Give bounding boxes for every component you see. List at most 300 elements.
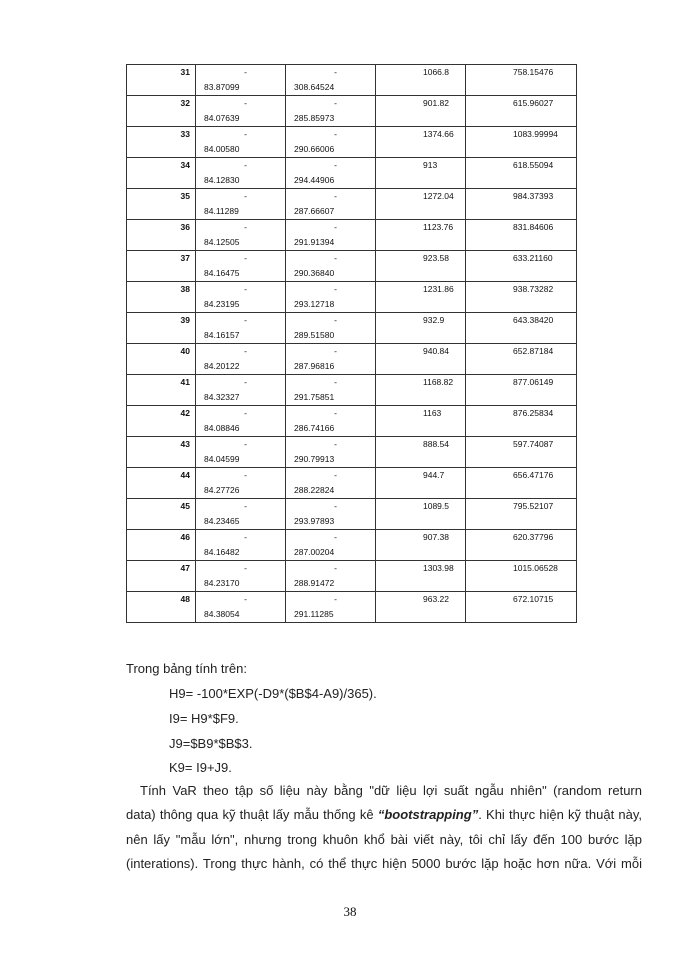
col-b-cell-bottom: 84.38054 bbox=[204, 609, 240, 619]
col-d-cell-bottom bbox=[376, 576, 465, 591]
row-number-cell-top: 43 bbox=[180, 439, 190, 449]
col-d-cell bbox=[376, 313, 466, 344]
col-e-cell bbox=[466, 499, 577, 530]
formula-j9: J9=$B9*$B$3. bbox=[169, 736, 253, 751]
col-d-cell-bottom bbox=[376, 514, 465, 529]
col-e-cell-bottom bbox=[466, 111, 576, 126]
col-d-cell-bottom bbox=[376, 483, 465, 498]
col-b-cell-top: - bbox=[244, 284, 247, 294]
col-b-cell-top: - bbox=[244, 222, 247, 232]
col-c-cell-bottom: 290.66006 bbox=[294, 144, 335, 154]
col-c-cell-bottom: 291.91394 bbox=[294, 237, 335, 247]
col-e-cell-top: 1015.06528 bbox=[513, 563, 558, 573]
row-number-cell-bottom bbox=[127, 111, 195, 126]
col-e-cell-bottom bbox=[466, 390, 576, 405]
table-row bbox=[127, 561, 577, 592]
table-row bbox=[127, 313, 577, 344]
data-table bbox=[126, 64, 577, 623]
col-b-cell-bottom: 84.12830 bbox=[204, 175, 240, 185]
col-e-cell-top: 620.37796 bbox=[513, 532, 554, 542]
col-c-cell bbox=[286, 313, 376, 344]
col-c-cell bbox=[286, 592, 376, 623]
row-number-cell-top: 40 bbox=[180, 346, 190, 356]
col-d-cell-top: 1231.86 bbox=[423, 284, 454, 294]
col-e-cell-bottom bbox=[466, 607, 576, 622]
table-row bbox=[127, 592, 577, 623]
col-c-cell bbox=[286, 468, 376, 499]
col-c-cell-bottom: 286.74166 bbox=[294, 423, 335, 433]
col-c-cell bbox=[286, 282, 376, 313]
col-b-cell-top: - bbox=[244, 501, 247, 511]
col-d-cell-top: 913 bbox=[423, 160, 438, 170]
col-b-cell bbox=[196, 344, 286, 375]
col-d-cell-bottom bbox=[376, 328, 465, 343]
col-c-cell-bottom: 287.96816 bbox=[294, 361, 335, 371]
bootstrapping-emphasis: “bootstrapping” bbox=[377, 807, 479, 822]
col-b-cell-bottom: 84.08846 bbox=[204, 423, 240, 433]
col-d-cell bbox=[376, 220, 466, 251]
col-b-cell-bottom: 84.00580 bbox=[204, 144, 240, 154]
row-number-cell bbox=[127, 344, 196, 375]
paragraph-line-2 bbox=[126, 807, 642, 822]
col-c-cell-bottom: 293.97893 bbox=[294, 516, 335, 526]
col-c-cell bbox=[286, 65, 376, 96]
col-e-cell-bottom bbox=[466, 359, 576, 374]
row-number-cell-bottom bbox=[127, 142, 195, 157]
row-number-cell bbox=[127, 220, 196, 251]
col-b-cell-top: - bbox=[244, 346, 247, 356]
col-e-cell bbox=[466, 592, 577, 623]
col-e-cell-bottom bbox=[466, 80, 576, 95]
col-c-cell bbox=[286, 251, 376, 282]
col-c-cell bbox=[286, 530, 376, 561]
col-d-cell-bottom bbox=[376, 266, 465, 281]
col-c-cell-bottom: 287.66607 bbox=[294, 206, 335, 216]
col-e-cell bbox=[466, 127, 577, 158]
col-c-cell-bottom: 285.85973 bbox=[294, 113, 335, 123]
row-number-cell-bottom bbox=[127, 359, 195, 374]
row-number-cell-top: 35 bbox=[180, 191, 190, 201]
col-e-cell bbox=[466, 158, 577, 189]
col-c-cell-top: - bbox=[334, 222, 337, 232]
col-d-cell-bottom bbox=[376, 204, 465, 219]
col-e-cell-top: 877.06149 bbox=[513, 377, 554, 387]
table-row bbox=[127, 282, 577, 313]
col-c-cell-bottom: 308.64524 bbox=[294, 82, 335, 92]
col-c-cell-bottom: 289.51580 bbox=[294, 330, 335, 340]
col-c-cell-top: - bbox=[334, 98, 337, 108]
col-b-cell-bottom: 84.16482 bbox=[204, 547, 240, 557]
col-e-cell-top: 643.38420 bbox=[513, 315, 554, 325]
col-e-cell-top: 633.21160 bbox=[513, 253, 553, 263]
col-e-cell-top: 1083.99994 bbox=[513, 129, 558, 139]
col-d-cell-top: 1272.04 bbox=[423, 191, 454, 201]
row-number-cell-top: 45 bbox=[180, 501, 190, 511]
table-row bbox=[127, 189, 577, 220]
col-d-cell-bottom bbox=[376, 452, 465, 467]
col-c-cell-bottom: 293.12718 bbox=[294, 299, 335, 309]
col-d-cell bbox=[376, 251, 466, 282]
col-b-cell-bottom: 83.87099 bbox=[204, 82, 240, 92]
col-b-cell bbox=[196, 406, 286, 437]
row-number-cell-bottom bbox=[127, 421, 195, 436]
col-c-cell-top: - bbox=[334, 191, 337, 201]
row-number-cell-bottom bbox=[127, 204, 195, 219]
col-c-cell-top: - bbox=[334, 470, 337, 480]
row-number-cell bbox=[127, 96, 196, 127]
col-b-cell bbox=[196, 437, 286, 468]
col-e-cell-top: 672.10715 bbox=[513, 594, 554, 604]
col-c-cell-top: - bbox=[334, 439, 337, 449]
paragraph-line-4: (interations). Trong thực hành, có thể thực hiện 5000 bước lặp hoặc hơn nữa. Với mỗi bbox=[126, 856, 642, 871]
col-d-cell bbox=[376, 127, 466, 158]
col-d-cell-bottom bbox=[376, 142, 465, 157]
col-b-cell bbox=[196, 127, 286, 158]
col-e-cell bbox=[466, 251, 577, 282]
row-number-cell-bottom bbox=[127, 576, 195, 591]
formula-h9: H9= -100*EXP(-D9*($B$4-A9)/365). bbox=[169, 686, 377, 701]
col-c-cell-top: - bbox=[334, 346, 337, 356]
col-b-cell-top: - bbox=[244, 253, 247, 263]
col-d-cell-top: 901.82 bbox=[423, 98, 449, 108]
col-b-cell-bottom: 84.07639 bbox=[204, 113, 240, 123]
row-number-cell-bottom bbox=[127, 328, 195, 343]
col-b-cell-bottom: 84.27726 bbox=[204, 485, 240, 495]
paragraph-line-1: Tính VaR theo tập số liệu này bằng "dữ liệu lợi suất ngẫu nhiên" (random return bbox=[140, 783, 642, 798]
row-number-cell-top: 32 bbox=[180, 98, 190, 108]
row-number-cell-top: 47 bbox=[180, 563, 190, 573]
col-e-cell bbox=[466, 561, 577, 592]
col-b-cell bbox=[196, 158, 286, 189]
row-number-cell bbox=[127, 375, 196, 406]
col-c-cell bbox=[286, 406, 376, 437]
col-b-cell-top: - bbox=[244, 67, 247, 77]
col-e-cell bbox=[466, 65, 577, 96]
col-d-cell bbox=[376, 344, 466, 375]
row-number-cell-bottom bbox=[127, 514, 195, 529]
col-d-cell-bottom bbox=[376, 607, 465, 622]
col-e-cell bbox=[466, 530, 577, 561]
row-number-cell-bottom bbox=[127, 235, 195, 250]
col-b-cell-top: - bbox=[244, 191, 247, 201]
col-e-cell-top: 795.52107 bbox=[513, 501, 554, 511]
col-b-cell bbox=[196, 220, 286, 251]
table-row bbox=[127, 375, 577, 406]
table-row bbox=[127, 468, 577, 499]
table-row bbox=[127, 499, 577, 530]
col-c-cell-top: - bbox=[334, 160, 337, 170]
row-number-cell-bottom bbox=[127, 607, 195, 622]
col-e-cell-bottom bbox=[466, 545, 576, 560]
col-d-cell-top: 923.58 bbox=[423, 253, 449, 263]
row-number-cell-top: 44 bbox=[180, 470, 190, 480]
col-e-cell-bottom bbox=[466, 421, 576, 436]
table-row bbox=[127, 65, 577, 96]
col-b-cell bbox=[196, 468, 286, 499]
col-c-cell-top: - bbox=[334, 253, 337, 263]
col-e-cell-top: 984.37393 bbox=[513, 191, 554, 201]
row-number-cell bbox=[127, 592, 196, 623]
formula-i9: I9= H9*$F9. bbox=[169, 711, 239, 726]
col-b-cell bbox=[196, 313, 286, 344]
table-row bbox=[127, 96, 577, 127]
col-b-cell-top: - bbox=[244, 563, 247, 573]
row-number-cell-top: 46 bbox=[180, 532, 190, 542]
col-d-cell bbox=[376, 561, 466, 592]
table-row bbox=[127, 251, 577, 282]
col-d-cell bbox=[376, 499, 466, 530]
row-number-cell-top: 39 bbox=[180, 315, 190, 325]
row-number-cell bbox=[127, 499, 196, 530]
col-d-cell-bottom bbox=[376, 545, 465, 560]
col-b-cell-bottom: 84.12505 bbox=[204, 237, 240, 247]
col-c-cell bbox=[286, 375, 376, 406]
col-d-cell bbox=[376, 189, 466, 220]
col-e-cell-top: 652.87184 bbox=[513, 346, 554, 356]
col-b-cell-top: - bbox=[244, 98, 247, 108]
row-number-cell-bottom bbox=[127, 297, 195, 312]
col-b-cell bbox=[196, 251, 286, 282]
row-number-cell-top: 42 bbox=[180, 408, 190, 418]
col-e-cell-bottom bbox=[466, 235, 576, 250]
col-d-cell bbox=[376, 530, 466, 561]
col-d-cell-top: 963.22 bbox=[423, 594, 449, 604]
col-c-cell-top: - bbox=[334, 67, 337, 77]
row-number-cell-top: 33 bbox=[180, 129, 190, 139]
col-e-cell bbox=[466, 468, 577, 499]
col-e-cell-top: 615.96027 bbox=[513, 98, 554, 108]
col-c-cell bbox=[286, 127, 376, 158]
row-number-cell-bottom bbox=[127, 390, 195, 405]
col-e-cell bbox=[466, 189, 577, 220]
row-number-cell-bottom bbox=[127, 173, 195, 188]
col-d-cell-top: 1303.98 bbox=[423, 563, 454, 573]
col-d-cell bbox=[376, 437, 466, 468]
col-b-cell bbox=[196, 561, 286, 592]
col-e-cell bbox=[466, 375, 577, 406]
col-c-cell-bottom: 288.91472 bbox=[294, 578, 335, 588]
col-d-cell-bottom bbox=[376, 80, 465, 95]
col-d-cell-bottom bbox=[376, 297, 465, 312]
col-b-cell bbox=[196, 189, 286, 220]
row-number-cell-top: 41 bbox=[180, 377, 190, 387]
row-number-cell bbox=[127, 282, 196, 313]
row-number-cell bbox=[127, 65, 196, 96]
col-d-cell-bottom bbox=[376, 359, 465, 374]
col-c-cell-top: - bbox=[334, 315, 337, 325]
row-number-cell bbox=[127, 189, 196, 220]
col-c-cell bbox=[286, 561, 376, 592]
col-b-cell-bottom: 84.16475 bbox=[204, 268, 240, 278]
col-b-cell-top: - bbox=[244, 129, 247, 139]
row-number-cell bbox=[127, 158, 196, 189]
col-b-cell bbox=[196, 592, 286, 623]
col-d-cell bbox=[376, 158, 466, 189]
table-row bbox=[127, 158, 577, 189]
col-c-cell-top: - bbox=[334, 284, 337, 294]
col-c-cell bbox=[286, 96, 376, 127]
col-e-cell bbox=[466, 96, 577, 127]
col-d-cell-top: 1374.66 bbox=[423, 129, 454, 139]
row-number-cell bbox=[127, 530, 196, 561]
col-d-cell-top: 888.54 bbox=[423, 439, 449, 449]
intro-line: Trong bảng tính trên: bbox=[126, 661, 247, 676]
col-d-cell bbox=[376, 282, 466, 313]
col-b-cell-top: - bbox=[244, 377, 247, 387]
col-b-cell-bottom: 84.32327 bbox=[204, 392, 240, 402]
col-c-cell-bottom: 288.22824 bbox=[294, 485, 335, 495]
row-number-cell-top: 37 bbox=[180, 253, 190, 263]
col-c-cell-bottom: 290.36840 bbox=[294, 268, 335, 278]
col-b-cell bbox=[196, 499, 286, 530]
table-row bbox=[127, 220, 577, 251]
col-e-cell-top: 876.25834 bbox=[513, 408, 554, 418]
col-d-cell-bottom bbox=[376, 235, 465, 250]
col-e-cell-bottom bbox=[466, 142, 576, 157]
col-d-cell-top: 944.7 bbox=[423, 470, 445, 480]
col-d-cell-top: 907.38 bbox=[423, 532, 449, 542]
col-c-cell-bottom: 287.00204 bbox=[294, 547, 335, 557]
table-row bbox=[127, 127, 577, 158]
col-b-cell-bottom: 84.04599 bbox=[204, 454, 240, 464]
col-d-cell-bottom bbox=[376, 173, 465, 188]
col-e-cell bbox=[466, 220, 577, 251]
col-d-cell bbox=[376, 375, 466, 406]
col-c-cell-bottom: 291.75851 bbox=[294, 392, 335, 402]
row-number-cell bbox=[127, 437, 196, 468]
col-d-cell-top: 1089.5 bbox=[423, 501, 449, 511]
row-number-cell bbox=[127, 561, 196, 592]
col-c-cell-bottom: 294.44906 bbox=[294, 175, 335, 185]
col-c-cell-top: - bbox=[334, 408, 337, 418]
col-e-cell-top: 597.74087 bbox=[513, 439, 554, 449]
col-e-cell bbox=[466, 344, 577, 375]
col-e-cell-top: 618.55094 bbox=[513, 160, 554, 170]
col-c-cell-top: - bbox=[334, 129, 337, 139]
col-b-cell bbox=[196, 375, 286, 406]
table-row bbox=[127, 437, 577, 468]
col-c-cell bbox=[286, 344, 376, 375]
table-row bbox=[127, 406, 577, 437]
col-e-cell-top: 831.84606 bbox=[513, 222, 554, 232]
col-d-cell bbox=[376, 468, 466, 499]
col-b-cell-bottom: 84.23195 bbox=[204, 299, 240, 309]
col-d-cell-bottom bbox=[376, 390, 465, 405]
row-number-cell-bottom bbox=[127, 452, 195, 467]
col-e-cell-bottom bbox=[466, 452, 576, 467]
col-c-cell-top: - bbox=[334, 563, 337, 573]
col-e-cell-top: 938.73282 bbox=[513, 284, 554, 294]
row-number-cell-top: 36 bbox=[180, 222, 190, 232]
col-c-cell bbox=[286, 437, 376, 468]
col-d-cell bbox=[376, 65, 466, 96]
col-e-cell bbox=[466, 313, 577, 344]
paragraph-line-2-a: data) thông qua kỹ thuật lấy mẫu thống kê bbox=[126, 807, 378, 822]
row-number-cell bbox=[127, 127, 196, 158]
row-number-cell-top: 38 bbox=[180, 284, 190, 294]
paragraph-line-3: nên lấy "mẫu lớn", nhưng trong khuôn khổ bài viết này, tôi chỉ lấy đến 100 bước lặp bbox=[126, 832, 642, 847]
col-e-cell bbox=[466, 437, 577, 468]
col-d-cell-top: 1123.76 bbox=[423, 222, 454, 232]
col-d-cell bbox=[376, 592, 466, 623]
col-d-cell-top: 940.84 bbox=[423, 346, 449, 356]
row-number-cell-bottom bbox=[127, 483, 195, 498]
col-e-cell-bottom bbox=[466, 328, 576, 343]
col-b-cell-bottom: 84.16157 bbox=[204, 330, 240, 340]
row-number-cell-bottom bbox=[127, 80, 195, 95]
col-b-cell bbox=[196, 96, 286, 127]
col-c-cell-top: - bbox=[334, 377, 337, 387]
col-c-cell-bottom: 290.79913 bbox=[294, 454, 335, 464]
col-b-cell-top: - bbox=[244, 160, 247, 170]
col-b-cell-bottom: 84.20122 bbox=[204, 361, 240, 371]
col-e-cell bbox=[466, 406, 577, 437]
row-number-cell bbox=[127, 468, 196, 499]
col-e-cell-bottom bbox=[466, 514, 576, 529]
col-e-cell-bottom bbox=[466, 297, 576, 312]
row-number-cell bbox=[127, 406, 196, 437]
formula-k9: K9= I9+J9. bbox=[169, 760, 232, 775]
page-number: 38 bbox=[343, 904, 357, 919]
col-b-cell bbox=[196, 530, 286, 561]
table-row bbox=[127, 344, 577, 375]
col-c-cell-top: - bbox=[334, 501, 337, 511]
col-b-cell bbox=[196, 282, 286, 313]
col-e-cell-bottom bbox=[466, 173, 576, 188]
col-e-cell-bottom bbox=[466, 266, 576, 281]
col-e-cell-top: 758.15476 bbox=[513, 67, 554, 77]
col-d-cell bbox=[376, 96, 466, 127]
col-c-cell bbox=[286, 220, 376, 251]
col-d-cell-bottom bbox=[376, 421, 465, 436]
row-number-cell bbox=[127, 251, 196, 282]
col-d-cell-bottom bbox=[376, 111, 465, 126]
col-b-cell-top: - bbox=[244, 408, 247, 418]
col-b-cell-top: - bbox=[244, 594, 247, 604]
col-e-cell-bottom bbox=[466, 483, 576, 498]
col-b-cell-top: - bbox=[244, 439, 247, 449]
row-number-cell-top: 48 bbox=[180, 594, 190, 604]
col-b-cell-bottom: 84.23170 bbox=[204, 578, 240, 588]
col-c-cell bbox=[286, 158, 376, 189]
col-e-cell bbox=[466, 282, 577, 313]
col-e-cell-bottom bbox=[466, 576, 576, 591]
row-number-cell bbox=[127, 313, 196, 344]
row-number-cell-bottom bbox=[127, 545, 195, 560]
col-c-cell bbox=[286, 499, 376, 530]
col-d-cell bbox=[376, 406, 466, 437]
col-d-cell-top: 1066.8 bbox=[423, 67, 449, 77]
table-row bbox=[127, 530, 577, 561]
col-b-cell-top: - bbox=[244, 532, 247, 542]
paragraph-line-2-b: . Khi thực hiện kỹ thuật này, bbox=[478, 807, 642, 822]
row-number-cell-top: 31 bbox=[180, 67, 190, 77]
col-b-cell-top: - bbox=[244, 470, 247, 480]
row-number-cell-bottom bbox=[127, 266, 195, 281]
col-b-cell bbox=[196, 65, 286, 96]
row-number-cell-top: 34 bbox=[180, 160, 190, 170]
col-c-cell bbox=[286, 189, 376, 220]
col-d-cell-top: 1163 bbox=[423, 408, 442, 418]
col-e-cell-top: 656.47176 bbox=[513, 470, 554, 480]
col-b-cell-bottom: 84.23465 bbox=[204, 516, 240, 526]
col-b-cell-bottom: 84.11289 bbox=[204, 206, 239, 216]
col-c-cell-bottom: 291.11285 bbox=[294, 609, 334, 619]
col-c-cell-top: - bbox=[334, 594, 337, 604]
col-b-cell-top: - bbox=[244, 315, 247, 325]
col-e-cell-bottom bbox=[466, 204, 576, 219]
col-c-cell-top: - bbox=[334, 532, 337, 542]
